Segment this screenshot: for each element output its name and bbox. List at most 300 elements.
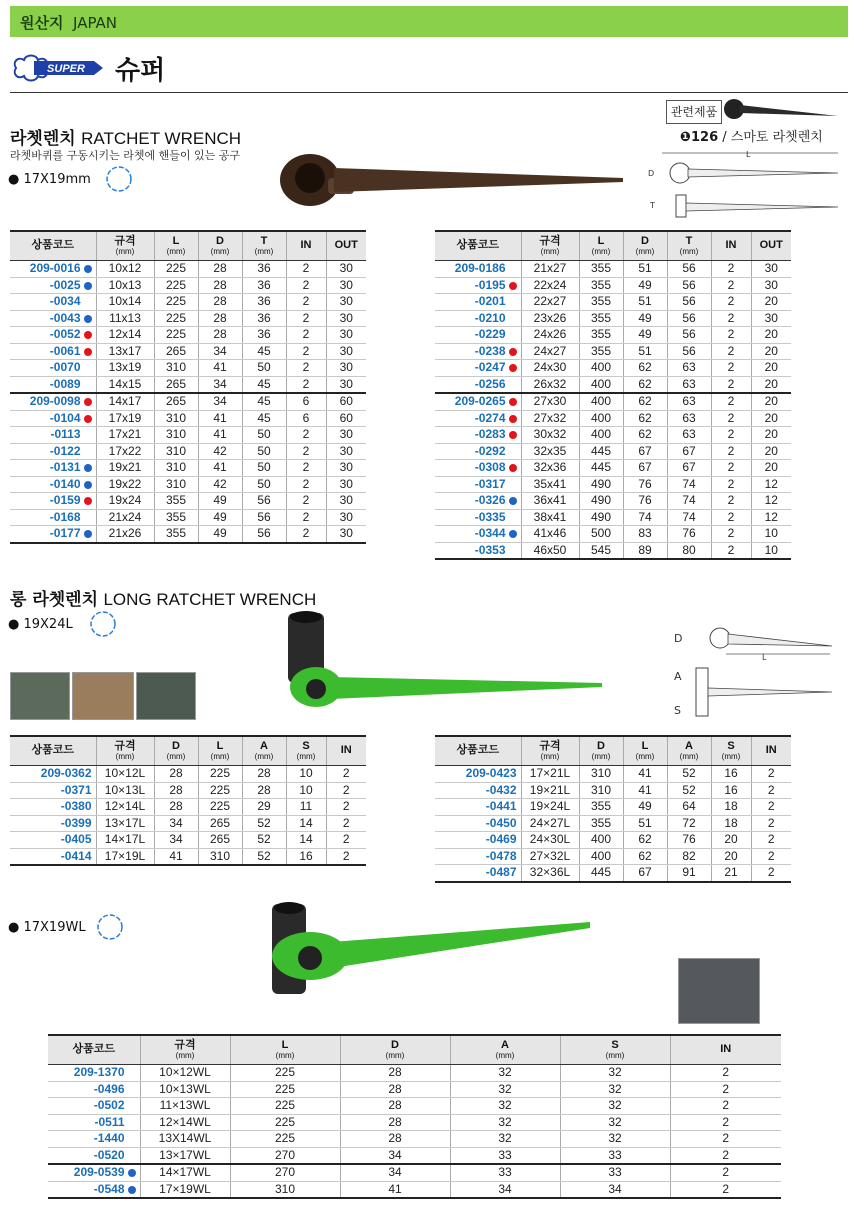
product-code: -0247 — [435, 360, 521, 377]
cell-d: 34 — [154, 832, 198, 849]
mark-spacer — [128, 1086, 136, 1094]
cell-s: 32 — [560, 1081, 670, 1098]
cell-d: 62 — [623, 360, 667, 377]
product-code: -0113 — [10, 427, 96, 444]
product-code: -0432 — [435, 782, 521, 799]
cell-in: 2 — [326, 832, 366, 849]
section2-size-label: 19X24L — [23, 617, 73, 632]
cell-in: 2 — [751, 766, 791, 783]
cell-spec: 17×19WL — [140, 1181, 230, 1198]
cell-d: 28 — [198, 327, 242, 344]
product-code: -0034 — [10, 294, 96, 311]
cell-t: 63 — [667, 410, 711, 427]
cell-l: 400 — [579, 393, 623, 410]
svg-text:T: T — [650, 201, 655, 210]
table-row — [435, 865, 791, 882]
cell-t: 56 — [667, 277, 711, 294]
column-header: A (mm) — [242, 736, 286, 766]
table-row — [435, 261, 791, 278]
cell-spec: 14×17L — [96, 832, 154, 849]
cell-out: 30 — [326, 277, 366, 294]
cell-a: 52 — [242, 848, 286, 865]
cell-in: 2 — [711, 509, 751, 526]
cell-in: 6 — [286, 410, 326, 427]
table-row — [435, 376, 791, 393]
table-row — [48, 1081, 781, 1098]
cell-l: 49 — [623, 799, 667, 816]
cell-a: 28 — [242, 782, 286, 799]
cell-a: 34 — [450, 1181, 560, 1198]
cell-t: 80 — [667, 542, 711, 559]
product-code: -0335 — [435, 509, 521, 526]
cell-s: 18 — [711, 815, 751, 832]
table-row — [435, 310, 791, 327]
cell-d: 49 — [198, 526, 242, 543]
cell-l: 225 — [230, 1081, 340, 1098]
cell-out: 30 — [751, 261, 791, 278]
cell-in: 2 — [670, 1098, 781, 1115]
product-code: -0414 — [10, 848, 96, 865]
cell-d: 310 — [579, 766, 623, 783]
cell-t: 74 — [667, 493, 711, 510]
table-row — [48, 1131, 781, 1148]
cell-l: 265 — [198, 815, 242, 832]
cell-s: 16 — [286, 848, 326, 865]
cell-t: 45 — [242, 410, 286, 427]
mark-spacer — [509, 448, 517, 456]
cell-l: 310 — [154, 360, 198, 377]
cell-d: 76 — [623, 493, 667, 510]
cell-in: 2 — [711, 261, 751, 278]
cell-d: 41 — [198, 360, 242, 377]
cell-out: 12 — [751, 493, 791, 510]
cell-d: 34 — [340, 1147, 450, 1164]
product-code: -0292 — [435, 443, 521, 460]
cell-a: 52 — [242, 832, 286, 849]
cell-in: 2 — [711, 410, 751, 427]
brand-logo — [10, 52, 105, 88]
cell-a: 32 — [450, 1065, 560, 1082]
table-row — [435, 493, 791, 510]
cell-spec: 14x17 — [96, 393, 154, 410]
mark-spacer — [84, 448, 92, 456]
cell-t: 50 — [242, 476, 286, 493]
cell-spec: 23x26 — [521, 310, 579, 327]
divider — [10, 92, 848, 93]
cell-l: 225 — [230, 1131, 340, 1148]
mark-spacer — [509, 481, 517, 489]
long-ratchet-wrench-image — [280, 605, 610, 715]
column-header: L (mm) — [230, 1035, 340, 1065]
cell-spec: 12x14 — [96, 327, 154, 344]
table-row — [48, 1147, 781, 1164]
cell-s: 33 — [560, 1164, 670, 1181]
product-code: -0201 — [435, 294, 521, 311]
column-header: A (mm) — [450, 1035, 560, 1065]
product-code: -0441 — [435, 799, 521, 816]
cell-spec: 10x14 — [96, 294, 154, 311]
blue-mark-icon — [128, 1169, 136, 1177]
cell-a: 32 — [450, 1081, 560, 1098]
cell-d: 41 — [340, 1181, 450, 1198]
column-header: 규격 (mm) — [96, 736, 154, 766]
cell-t: 56 — [242, 526, 286, 543]
column-header: D (mm) — [340, 1035, 450, 1065]
cell-spec: 22x27 — [521, 294, 579, 311]
mark-spacer — [509, 514, 517, 522]
related-product-icon — [720, 96, 840, 122]
origin-value: JAPAN — [73, 14, 118, 32]
cell-in: 2 — [286, 476, 326, 493]
cell-spec: 27×32L — [521, 848, 579, 865]
related-name: / 스마토 라쳇렌치 — [722, 130, 823, 145]
cell-t: 45 — [242, 393, 286, 410]
cell-d: 28 — [340, 1098, 450, 1115]
blue-mark-icon — [84, 464, 92, 472]
cell-in: 2 — [286, 509, 326, 526]
section2-title — [10, 585, 316, 610]
cell-in: 2 — [326, 782, 366, 799]
table-row — [10, 799, 366, 816]
cell-d: 49 — [623, 310, 667, 327]
cell-spec: 27x32 — [521, 410, 579, 427]
red-mark-icon — [84, 348, 92, 356]
cell-out: 20 — [751, 327, 791, 344]
cell-l: 270 — [230, 1147, 340, 1164]
cell-d: 49 — [198, 493, 242, 510]
product-code: -0131 — [10, 460, 96, 477]
cell-s: 32 — [560, 1065, 670, 1082]
ratchet-wrench-image — [268, 140, 628, 210]
cell-l: 310 — [154, 427, 198, 444]
cell-spec: 13×17L — [96, 815, 154, 832]
svg-text:L: L — [746, 150, 751, 159]
cell-out: 30 — [326, 327, 366, 344]
cell-out: 60 — [326, 393, 366, 410]
cell-a: 32 — [450, 1114, 560, 1131]
cell-spec: 13x19 — [96, 360, 154, 377]
cell-a: 91 — [667, 865, 711, 882]
cell-d: 400 — [579, 848, 623, 865]
cell-d: 51 — [623, 294, 667, 311]
column-header: D (mm) — [198, 231, 242, 261]
column-header: L (mm) — [623, 736, 667, 766]
table-row — [435, 848, 791, 865]
cell-d: 28 — [154, 782, 198, 799]
cell-l: 355 — [579, 310, 623, 327]
mark-spacer — [509, 547, 517, 555]
product-code: -0177 — [10, 526, 96, 543]
cell-spec: 22x24 — [521, 277, 579, 294]
table-row — [10, 526, 366, 543]
cell-a: 76 — [667, 832, 711, 849]
table-row — [10, 310, 366, 327]
cell-in: 2 — [711, 443, 751, 460]
cell-in: 2 — [670, 1181, 781, 1198]
table-row — [435, 393, 791, 410]
section3-size-label: 17X19WL — [23, 920, 86, 935]
cell-l: 62 — [623, 832, 667, 849]
section3-size: ● 17X19WL — [8, 920, 86, 935]
cell-spec: 19x24 — [96, 493, 154, 510]
cell-in: 2 — [711, 526, 751, 543]
cell-s: 14 — [286, 832, 326, 849]
cell-in: 2 — [670, 1114, 781, 1131]
cell-l: 400 — [579, 376, 623, 393]
cell-t: 45 — [242, 376, 286, 393]
cell-in: 2 — [326, 815, 366, 832]
section1-size: ● 17X19mm — [8, 172, 91, 187]
product-code: 209-0186 — [435, 261, 521, 278]
cell-in: 2 — [286, 460, 326, 477]
product-code: -0353 — [435, 542, 521, 559]
mark-spacer — [84, 431, 92, 439]
cell-spec: 12×14L — [96, 799, 154, 816]
blue-mark-icon — [84, 481, 92, 489]
cell-in: 2 — [286, 277, 326, 294]
cell-l: 445 — [579, 460, 623, 477]
cell-spec: 21x26 — [96, 526, 154, 543]
cell-in: 2 — [711, 393, 751, 410]
column-header: L (mm) — [198, 736, 242, 766]
cell-d: 76 — [623, 476, 667, 493]
red-mark-icon — [509, 431, 517, 439]
mark-spacer — [84, 364, 92, 372]
cell-spec: 24×30L — [521, 832, 579, 849]
cell-out: 10 — [751, 526, 791, 543]
cell-out: 30 — [326, 476, 366, 493]
cell-l: 310 — [154, 410, 198, 427]
cell-l: 265 — [154, 343, 198, 360]
cell-spec: 21x27 — [521, 261, 579, 278]
product-code: -0104 — [10, 410, 96, 427]
cell-l: 310 — [154, 476, 198, 493]
section1-subtitle: 라쳇바퀴를 구동시키는 라쳇에 핸들이 있는 공구 — [10, 149, 241, 162]
table-row — [435, 799, 791, 816]
product-code: -0478 — [435, 848, 521, 865]
cell-spec: 13x17 — [96, 343, 154, 360]
cell-d: 51 — [623, 343, 667, 360]
cell-out: 30 — [326, 460, 366, 477]
cell-t: 67 — [667, 460, 711, 477]
cell-in: 2 — [711, 277, 751, 294]
cell-spec: 46x50 — [521, 542, 579, 559]
cell-out: 30 — [326, 443, 366, 460]
product-code: -0326 — [435, 493, 521, 510]
cell-t: 76 — [667, 526, 711, 543]
section2-size: ● 19X24L — [8, 617, 73, 632]
table-row — [10, 343, 366, 360]
cell-t: 74 — [667, 476, 711, 493]
column-header: D (mm) — [154, 736, 198, 766]
cell-in: 2 — [326, 799, 366, 816]
column-header: 규격 (mm) — [140, 1035, 230, 1065]
product-code: -0256 — [435, 376, 521, 393]
cell-out: 30 — [326, 493, 366, 510]
cell-l: 225 — [198, 766, 242, 783]
red-mark-icon — [84, 415, 92, 423]
cell-d: 355 — [579, 799, 623, 816]
product-code: -0469 — [435, 832, 521, 849]
cell-out: 20 — [751, 427, 791, 444]
column-header: 규격 (mm) — [521, 231, 579, 261]
brand-logo-text: SUPER — [47, 63, 85, 75]
blue-mark-icon — [509, 497, 517, 505]
cell-in: 2 — [286, 526, 326, 543]
cell-in: 2 — [286, 493, 326, 510]
red-mark-icon — [509, 364, 517, 372]
blue-mark-icon — [509, 530, 517, 538]
column-header: T (mm) — [667, 231, 711, 261]
ratchet-dimension-diagram — [640, 145, 845, 220]
long-ratchet-spec-table-right — [435, 735, 791, 883]
product-code: -0122 — [10, 443, 96, 460]
cell-in: 2 — [711, 310, 751, 327]
table-row — [10, 410, 366, 427]
table-row — [435, 542, 791, 559]
cell-in: 2 — [711, 542, 751, 559]
cell-l: 225 — [198, 782, 242, 799]
product-code: 209-0423 — [435, 766, 521, 783]
column-header: IN — [326, 736, 366, 766]
column-header: IN — [670, 1035, 781, 1065]
cell-l: 51 — [623, 815, 667, 832]
cell-in: 2 — [670, 1164, 781, 1181]
product-code: -0450 — [435, 815, 521, 832]
blue-mark-icon — [84, 265, 92, 273]
table-row — [10, 393, 366, 410]
cell-in: 2 — [286, 310, 326, 327]
product-code: -0210 — [435, 310, 521, 327]
cell-l: 400 — [579, 410, 623, 427]
table-header-row — [10, 736, 366, 766]
cell-l: 545 — [579, 542, 623, 559]
origin-label: 원산지 — [20, 14, 64, 32]
product-code: -1440 — [48, 1131, 140, 1148]
table-row — [48, 1164, 781, 1181]
cell-in: 2 — [711, 343, 751, 360]
product-code: -0317 — [435, 476, 521, 493]
cell-l: 225 — [198, 799, 242, 816]
cell-l: 265 — [154, 393, 198, 410]
cell-spec: 30x32 — [521, 427, 579, 444]
cell-d: 62 — [623, 427, 667, 444]
cell-out: 20 — [751, 343, 791, 360]
cell-d: 89 — [623, 542, 667, 559]
cell-out: 20 — [751, 443, 791, 460]
product-code: -0089 — [10, 376, 96, 393]
cell-t: 63 — [667, 360, 711, 377]
cell-spec: 27x30 — [521, 393, 579, 410]
cell-a: 52 — [667, 766, 711, 783]
origin-bar — [10, 6, 848, 37]
column-header: 상품코드 — [48, 1035, 140, 1065]
cell-d: 42 — [198, 476, 242, 493]
cell-in: 2 — [711, 327, 751, 344]
ratchet-spec-table-left — [10, 230, 366, 544]
cell-d: 34 — [340, 1164, 450, 1181]
cell-l: 225 — [154, 294, 198, 311]
cell-d: 355 — [579, 815, 623, 832]
cell-d: 28 — [340, 1081, 450, 1098]
cell-out: 20 — [751, 460, 791, 477]
cell-out: 30 — [326, 376, 366, 393]
cell-in: 2 — [286, 376, 326, 393]
cell-d: 41 — [154, 848, 198, 865]
cell-spec: 11x13 — [96, 310, 154, 327]
cell-out: 30 — [326, 360, 366, 377]
cell-in: 2 — [670, 1131, 781, 1148]
cell-a: 33 — [450, 1147, 560, 1164]
mark-spacer — [128, 1102, 136, 1110]
cell-in: 2 — [326, 766, 366, 783]
cell-s: 20 — [711, 848, 751, 865]
cell-in: 2 — [711, 294, 751, 311]
red-mark-icon — [509, 348, 517, 356]
cell-t: 63 — [667, 376, 711, 393]
twelve-point-socket-icon — [104, 164, 134, 194]
table-row — [435, 410, 791, 427]
usage-photo — [678, 958, 760, 1024]
cell-s: 34 — [560, 1181, 670, 1198]
cell-in: 2 — [751, 848, 791, 865]
cell-d: 62 — [623, 376, 667, 393]
mark-spacer — [509, 331, 517, 339]
cell-d: 28 — [198, 310, 242, 327]
cell-in: 2 — [711, 460, 751, 477]
cell-out: 20 — [751, 294, 791, 311]
cell-d: 41 — [198, 460, 242, 477]
related-product-text — [680, 126, 823, 145]
usage-photo — [72, 672, 134, 720]
cell-a: 82 — [667, 848, 711, 865]
cell-l: 355 — [579, 294, 623, 311]
cell-d: 42 — [198, 443, 242, 460]
cell-t: 50 — [242, 443, 286, 460]
cell-t: 56 — [242, 509, 286, 526]
table-row — [10, 261, 366, 278]
cell-d: 445 — [579, 865, 623, 882]
cell-l: 225 — [230, 1065, 340, 1082]
table-row — [435, 509, 791, 526]
table-row — [10, 376, 366, 393]
table-row — [10, 460, 366, 477]
cell-spec: 19x22 — [96, 476, 154, 493]
cell-spec: 32×36L — [521, 865, 579, 882]
cell-s: 11 — [286, 799, 326, 816]
cell-l: 41 — [623, 766, 667, 783]
section1-title — [10, 124, 241, 149]
cell-in: 2 — [711, 427, 751, 444]
product-code: -0371 — [10, 782, 96, 799]
ratchet-spec-table-right — [435, 230, 791, 560]
table-row — [435, 476, 791, 493]
table-row — [435, 294, 791, 311]
red-mark-icon — [509, 464, 517, 472]
cell-spec: 10x12 — [96, 261, 154, 278]
table-row — [435, 782, 791, 799]
cell-spec: 17x22 — [96, 443, 154, 460]
cell-l: 265 — [198, 832, 242, 849]
svg-text:D: D — [648, 169, 655, 178]
cell-spec: 17×21L — [521, 766, 579, 783]
cell-d: 49 — [198, 509, 242, 526]
cell-s: 32 — [560, 1114, 670, 1131]
cell-s: 16 — [711, 766, 751, 783]
cell-out: 30 — [751, 277, 791, 294]
cell-in: 2 — [286, 360, 326, 377]
cell-spec: 10×12L — [96, 766, 154, 783]
